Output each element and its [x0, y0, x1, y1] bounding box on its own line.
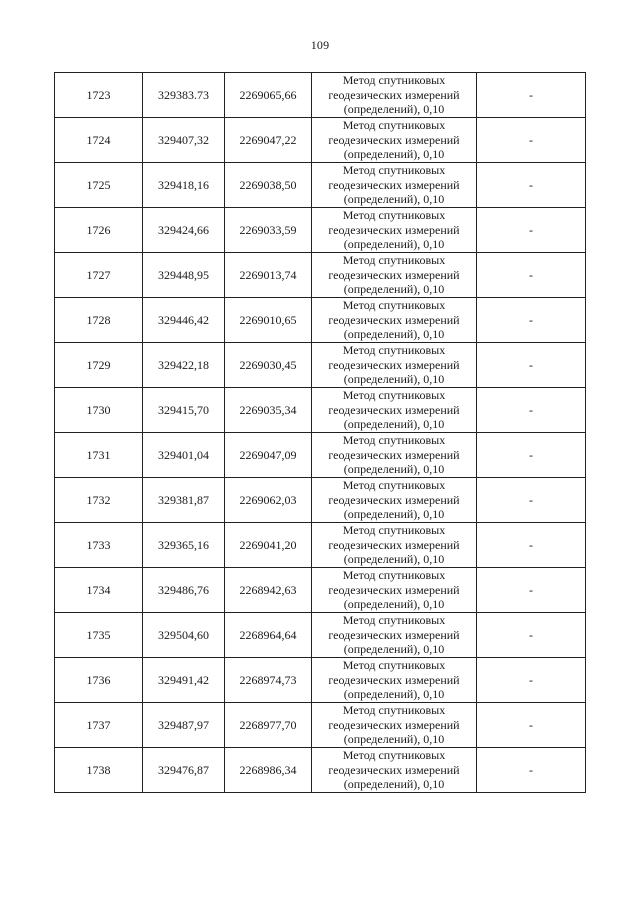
x-coordinate-cell: 329415,70: [143, 388, 225, 433]
method-line: геодезических измерений: [328, 87, 460, 102]
point-number-cell: 1737: [55, 703, 143, 748]
method-line: геодезических измерений: [328, 132, 460, 147]
y-coordinate-cell: 2269047,22: [225, 118, 312, 163]
method-cell: [312, 478, 477, 523]
x-coordinate-cell: 329476,87: [143, 748, 225, 793]
x-coordinate-cell: 329424,66: [143, 208, 225, 253]
extra-cell: -: [477, 748, 586, 793]
x-coordinate-cell: 329491,42: [143, 658, 225, 703]
table-row: [55, 118, 586, 163]
point-number-cell: 1731: [55, 433, 143, 478]
method-line: (определений), 0,10: [343, 192, 445, 207]
method-cell: [312, 748, 477, 793]
x-coordinate-cell: 329401,04: [143, 433, 225, 478]
x-coordinate-cell: 329448,95: [143, 253, 225, 298]
method-cell: [312, 658, 477, 703]
method-line: геодезических измерений: [328, 312, 460, 327]
method-line: геодезических измерений: [328, 222, 460, 237]
method-cell: [312, 433, 477, 478]
method-line: геодезических измерений: [328, 447, 460, 462]
table-row: [55, 613, 586, 658]
point-number-cell: 1735: [55, 613, 143, 658]
extra-cell: -: [477, 658, 586, 703]
y-coordinate-cell: 2269047,09: [225, 433, 312, 478]
y-coordinate-cell: 2268942,63: [225, 568, 312, 613]
method-line: (определений), 0,10: [343, 282, 445, 297]
coordinates-table: [54, 72, 586, 793]
point-number-cell: 1734: [55, 568, 143, 613]
extra-cell: -: [477, 208, 586, 253]
method-line: (определений), 0,10: [343, 327, 445, 342]
y-coordinate-cell: 2269035,34: [225, 388, 312, 433]
y-coordinate-cell: 2268977,70: [225, 703, 312, 748]
extra-cell: -: [477, 613, 586, 658]
method-line: (определений), 0,10: [343, 417, 445, 432]
method-cell: [312, 703, 477, 748]
x-coordinate-cell: 329422,18: [143, 343, 225, 388]
y-coordinate-cell: 2269030,45: [225, 343, 312, 388]
point-number-cell: 1729: [55, 343, 143, 388]
method-line: Метод спутниковых: [342, 433, 446, 448]
point-number-cell: 1730: [55, 388, 143, 433]
point-number-cell: 1733: [55, 523, 143, 568]
method-line: Метод спутниковых: [342, 613, 446, 628]
table-row: [55, 478, 586, 523]
point-number-cell: 1728: [55, 298, 143, 343]
method-line: геодезических измерений: [328, 582, 460, 597]
table-row: [55, 163, 586, 208]
method-line: (определений), 0,10: [343, 147, 445, 162]
method-line: Метод спутниковых: [342, 163, 446, 178]
method-line: Метод спутниковых: [342, 208, 446, 223]
point-number-cell: 1736: [55, 658, 143, 703]
method-line: (определений), 0,10: [343, 237, 445, 252]
y-coordinate-cell: 2269038,50: [225, 163, 312, 208]
y-coordinate-cell: 2268986,34: [225, 748, 312, 793]
method-line: Метод спутниковых: [342, 703, 446, 718]
table-row: [55, 658, 586, 703]
point-number-cell: 1723: [55, 73, 143, 118]
extra-cell: -: [477, 163, 586, 208]
method-line: геодезических измерений: [328, 672, 460, 687]
table-row: [55, 568, 586, 613]
x-coordinate-cell: 329487,97: [143, 703, 225, 748]
x-coordinate-cell: 329446,42: [143, 298, 225, 343]
y-coordinate-cell: 2269010,65: [225, 298, 312, 343]
x-coordinate-cell: 329365,16: [143, 523, 225, 568]
x-coordinate-cell: 329486,76: [143, 568, 225, 613]
method-line: (определений), 0,10: [343, 552, 445, 567]
method-line: геодезических измерений: [328, 177, 460, 192]
x-coordinate-cell: 329381,87: [143, 478, 225, 523]
table-row: [55, 388, 586, 433]
method-line: геодезических измерений: [328, 357, 460, 372]
extra-cell: -: [477, 388, 586, 433]
method-cell: [312, 163, 477, 208]
method-cell: [312, 208, 477, 253]
point-number-cell: 1732: [55, 478, 143, 523]
method-line: геодезических измерений: [328, 762, 460, 777]
method-line: Метод спутниковых: [342, 388, 446, 403]
method-line: геодезических измерений: [328, 267, 460, 282]
x-coordinate-cell: 329418,16: [143, 163, 225, 208]
method-line: геодезических измерений: [328, 492, 460, 507]
extra-cell: -: [477, 253, 586, 298]
y-coordinate-cell: 2268964,64: [225, 613, 312, 658]
method-line: Метод спутниковых: [342, 568, 446, 583]
method-cell: [312, 118, 477, 163]
method-line: геодезических измерений: [328, 717, 460, 732]
method-cell: [312, 568, 477, 613]
method-line: Метод спутниковых: [342, 658, 446, 673]
table-row: [55, 343, 586, 388]
method-line: (определений), 0,10: [343, 462, 445, 477]
method-cell: [312, 298, 477, 343]
x-coordinate-cell: 329407,32: [143, 118, 225, 163]
method-line: Метод спутниковых: [342, 343, 446, 358]
method-line: (определений), 0,10: [343, 732, 445, 747]
method-line: Метод спутниковых: [342, 523, 446, 538]
y-coordinate-cell: 2269033,59: [225, 208, 312, 253]
x-coordinate-cell: 329504,60: [143, 613, 225, 658]
method-line: (определений), 0,10: [343, 372, 445, 387]
table-row: [55, 748, 586, 793]
method-line: (определений), 0,10: [343, 597, 445, 612]
extra-cell: -: [477, 568, 586, 613]
method-line: геодезических измерений: [328, 627, 460, 642]
point-number-cell: 1727: [55, 253, 143, 298]
method-cell: [312, 523, 477, 568]
method-line: (определений), 0,10: [343, 687, 445, 702]
extra-cell: -: [477, 433, 586, 478]
y-coordinate-cell: 2268974,73: [225, 658, 312, 703]
coordinates-table-body: [55, 73, 586, 793]
method-line: (определений), 0,10: [343, 507, 445, 522]
table-row: [55, 298, 586, 343]
method-cell: [312, 613, 477, 658]
method-line: Метод спутниковых: [342, 748, 446, 763]
extra-cell: -: [477, 703, 586, 748]
method-line: геодезических измерений: [328, 537, 460, 552]
method-line: (определений), 0,10: [343, 777, 445, 792]
method-line: Метод спутниковых: [342, 478, 446, 493]
method-line: Метод спутниковых: [342, 298, 446, 313]
method-cell: [312, 343, 477, 388]
extra-cell: -: [477, 118, 586, 163]
page-number: 109: [310, 38, 330, 52]
extra-cell: -: [477, 298, 586, 343]
point-number-cell: 1738: [55, 748, 143, 793]
y-coordinate-cell: 2269041,20: [225, 523, 312, 568]
method-cell: [312, 73, 477, 118]
method-cell: [312, 388, 477, 433]
x-coordinate-cell: 329383.73: [143, 73, 225, 118]
method-line: геодезических измерений: [328, 402, 460, 417]
extra-cell: -: [477, 73, 586, 118]
y-coordinate-cell: 2269065,66: [225, 73, 312, 118]
method-line: Метод спутниковых: [342, 118, 446, 133]
table-row: [55, 73, 586, 118]
table-row: [55, 208, 586, 253]
point-number-cell: 1726: [55, 208, 143, 253]
method-line: Метод спутниковых: [342, 253, 446, 268]
method-cell: [312, 253, 477, 298]
point-number-cell: 1724: [55, 118, 143, 163]
extra-cell: -: [477, 343, 586, 388]
table-row: [55, 433, 586, 478]
method-line: Метод спутниковых: [342, 73, 446, 88]
extra-cell: -: [477, 523, 586, 568]
extra-cell: -: [477, 478, 586, 523]
table-row: [55, 253, 586, 298]
table-row: [55, 703, 586, 748]
y-coordinate-cell: 2269013,74: [225, 253, 312, 298]
y-coordinate-cell: 2269062,03: [225, 478, 312, 523]
point-number-cell: 1725: [55, 163, 143, 208]
method-line: (определений), 0,10: [343, 642, 445, 657]
table-row: [55, 523, 586, 568]
method-line: (определений), 0,10: [343, 102, 445, 117]
